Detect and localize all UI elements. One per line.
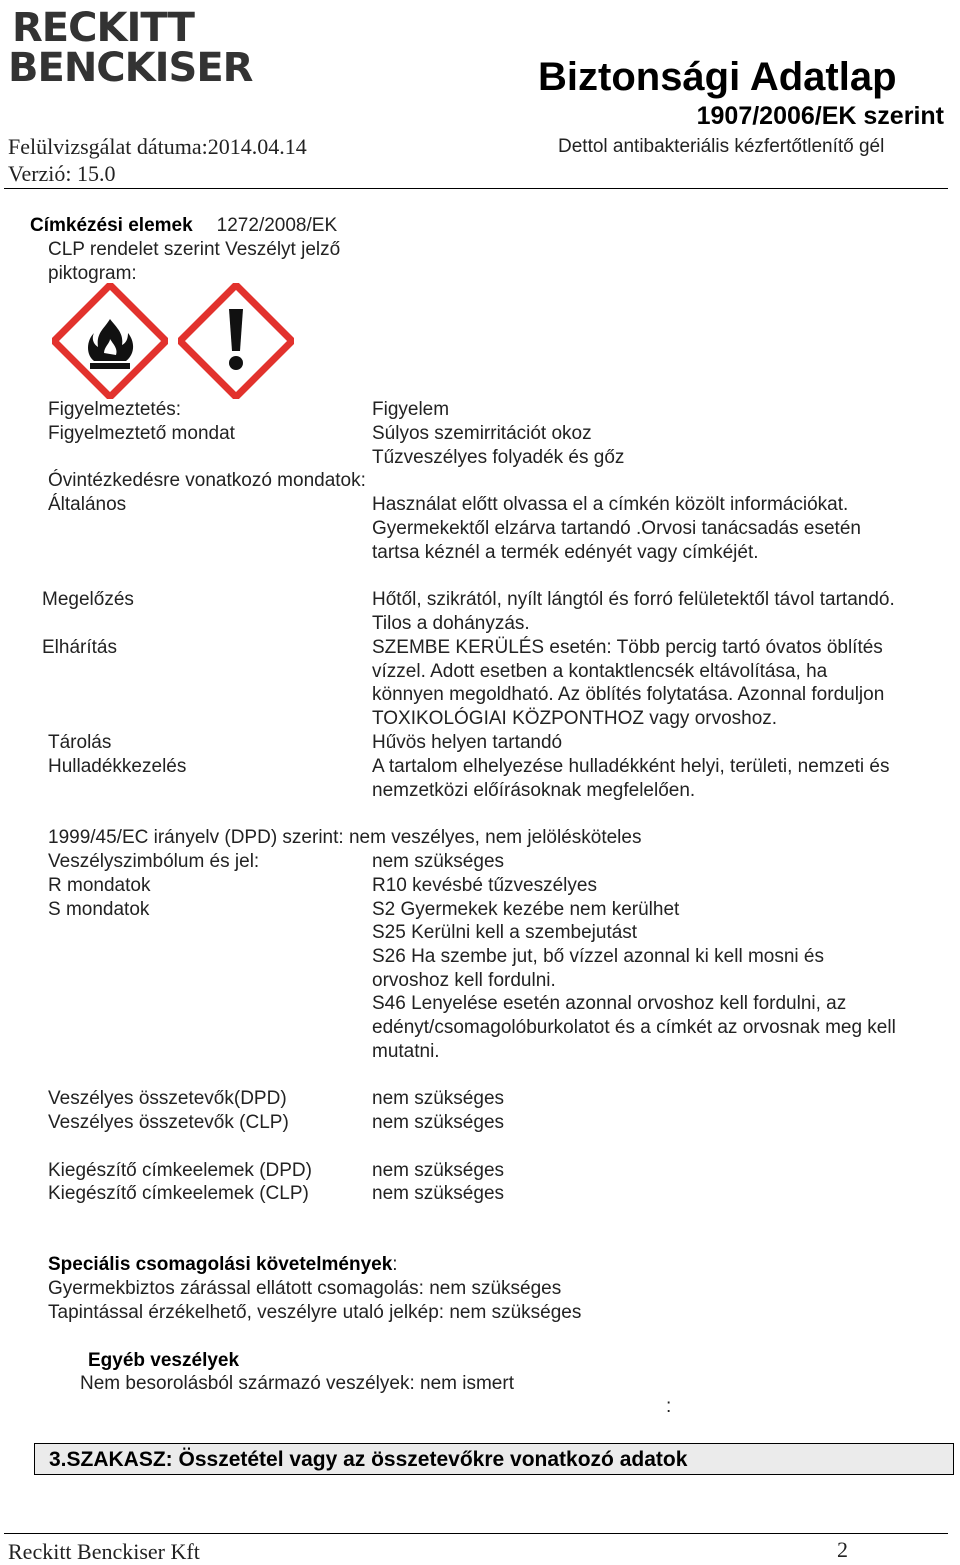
labeling-heading-label: Címkézési elemek <box>30 215 193 236</box>
other-hazards-heading: Egyéb veszélyek <box>88 1350 240 1371</box>
child-resistant-line: Gyermekbiztos zárással ellátott csomagolás: nem szükséges <box>48 1278 562 1299</box>
disposal-label: Hulladékkezelés <box>48 756 187 777</box>
packaging-heading-colon: : <box>392 1254 398 1275</box>
company-logo <box>8 5 253 96</box>
general-line-1: Használat előtt olvassa el a címkén közölt információkat. <box>372 494 849 515</box>
clp-line: CLP rendelet szerint Veszélyt jelző <box>48 239 341 260</box>
supplementary-clp-label: Kiegészítő címkeelemek (CLP) <box>48 1183 309 1204</box>
version: Verzió: 15.0 <box>8 161 116 186</box>
exclamation-pictogram-icon <box>178 283 294 399</box>
section-3-header <box>34 1443 954 1475</box>
response-line-3: könnyen megoldható. Az öblítés folytatása. Azonnal forduljon <box>372 684 885 705</box>
stray-colon: : <box>666 1396 672 1417</box>
s-phrases-label: S mondatok <box>48 899 150 920</box>
regulation-reference: 1907/2006/EK szerint <box>696 102 944 130</box>
supplementary-dpd-label: Kiegészítő címkeelemek (DPD) <box>48 1160 312 1181</box>
general-label: Általános <box>48 494 127 515</box>
ingredients-dpd-value: nem szükséges <box>372 1088 505 1109</box>
product-name: Dettol antibakteriális kézfertőtlenítő gél <box>558 136 885 157</box>
general-line-3: tartsa kéznél a termék edényét vagy címkéjét. <box>372 542 759 563</box>
flame-pictogram-icon <box>52 283 168 399</box>
dpd-directive-line: 1999/45/EC irányelv (DPD) szerint: nem veszélyes, nem jelölésköteles <box>48 827 642 848</box>
ingredients-dpd-label: Veszélyes összetevők(DPD) <box>48 1088 287 1109</box>
response-line-2: vízzel. Adott esetben a kontaktlencsék eltávolítása, ha <box>372 661 828 682</box>
r-phrases-label: R mondatok <box>48 875 151 896</box>
supplementary-clp-value: nem szükséges <box>372 1183 505 1204</box>
signal-word-label: Figyelmeztetés: <box>48 399 182 420</box>
prevention-line-1: Hőtől, szikrától, nyílt lángtól és forró felületektől távol tartandó. <box>372 589 895 610</box>
prevention-label: Megelőzés <box>42 589 134 610</box>
storage-value: Hűvös helyen tartandó <box>372 732 563 753</box>
labeling-heading-ref: 1272/2008/EK <box>216 215 338 236</box>
page-number: 2 <box>837 1537 848 1562</box>
section-3-title: 3.SZAKASZ: Összetétel vagy az összetevőkre vonatkozó adatok <box>49 1448 688 1471</box>
hazard-symbol-value: nem szükséges <box>372 851 505 872</box>
s-phrase-line-5: S46 Lenyelése esetén azonnal orvoshoz kell fordulni, az <box>372 993 847 1014</box>
labeling-heading <box>30 214 337 238</box>
response-line-1: SZEMBE KERÜLÉS esetén: Több percig tartó óvatos öblítés <box>372 637 883 658</box>
piktogram-label: piktogram: <box>48 263 137 284</box>
footer-rule <box>4 1533 948 1534</box>
disposal-line-1: A tartalom elhelyezése hulladékként helyi, területi, nemzeti és <box>372 756 890 777</box>
response-line-4: TOXIKOLÓGIAI KÖZPONTHOZ vagy orvoshoz. <box>372 708 778 729</box>
s-phrase-line-4: orvoshoz kell fordulni. <box>372 970 556 991</box>
packaging-heading-label: Speciális csomagolási követelmények <box>48 1254 393 1275</box>
ingredients-clp-label: Veszélyes összetevők (CLP) <box>48 1112 289 1133</box>
footer-company: Reckitt Benckiser Kft <box>8 1539 200 1564</box>
revision-date: Felülvizsgálat dátuma:2014.04.14 <box>8 134 307 159</box>
s-phrase-line-6: edényt/csomagolóburkolatot és a címkét az orvosnak meg kell <box>372 1017 896 1038</box>
document-title: Biztonsági Adatlap <box>538 55 897 99</box>
storage-label: Tárolás <box>48 732 112 753</box>
logo-line-1: RECKITT <box>12 5 194 51</box>
response-label: Elhárítás <box>42 637 117 658</box>
precaution-heading: Óvintézkedésre vonatkozó mondatok: <box>48 470 366 491</box>
s-phrase-line-7: mutatni. <box>372 1041 440 1062</box>
hazard-statement-label: Figyelmeztető mondat <box>48 423 235 444</box>
logo-line-2: BENCKISER <box>8 45 253 91</box>
s-phrase-line-1: S2 Gyermekek kezébe nem kerülhet <box>372 899 680 920</box>
disposal-line-2: nemzetközi előírásoknak megfelelően. <box>372 780 696 801</box>
hazard-statement-2: Tűzveszélyes folyadék és gőz <box>372 447 625 468</box>
s-phrase-line-2: S25 Kerülni kell a szembejutást <box>372 922 638 943</box>
s-phrase-line-3: S26 Ha szembe jut, bő vízzel azonnal ki kell mosni és <box>372 946 824 967</box>
header-rule <box>4 188 948 189</box>
supplementary-dpd-value: nem szükséges <box>372 1160 505 1181</box>
general-line-2: Gyermekektől elzárva tartandó .Orvosi tanácsadás esetén <box>372 518 861 539</box>
tactile-warning-line: Tapintással érzékelhető, veszélyre utaló jelkép: nem szükséges <box>48 1302 582 1323</box>
packaging-heading <box>48 1253 398 1277</box>
prevention-line-2: Tilos a dohányzás. <box>372 613 530 634</box>
signal-word-value: Figyelem <box>372 399 450 420</box>
r-phrases-value: R10 kevésbé tűzveszélyes <box>372 875 597 896</box>
other-hazards-text: Nem besorolásból származó veszélyek: nem ismert <box>80 1373 514 1394</box>
hazard-symbol-label: Veszélyszimbólum és jel: <box>48 851 260 872</box>
ingredients-clp-value: nem szükséges <box>372 1112 505 1133</box>
hazard-statement-1: Súlyos szemirritációt okoz <box>372 423 592 444</box>
